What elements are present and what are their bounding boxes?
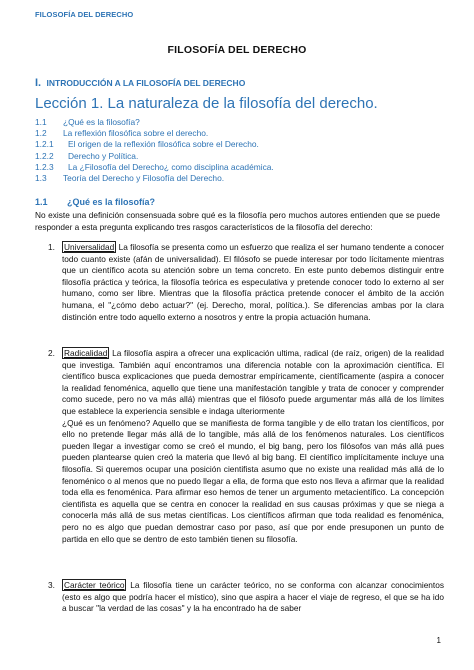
toc-entry-number: 1.2.3 [35,161,54,172]
list-item-body [62,348,444,545]
section-number: 1.1 [35,197,48,207]
section-heading [35,197,155,207]
paragraph-text: La filosofía se presenta como un esfuerzo que realiza el ser humano tendente a conocer todo cuanto existe (afán de universalidad). El filósofo se puede interesar por todo lícitamente mientras que un científico acota su atención sobre un tema concreto. En este punto debemos distinguir entre filosofía práctica y teórica, la filosofía teórica es especulativa y pretende conocer todo lo externo al ser humano, como ser libre. Mientras que la filosofía práctica pretende conocer el ámbito de la acción humana, el "¿cómo debo actuar?" (ej. Derecho, moral, política.). Se diferencias ambas por la clara distinción entre todo aquello externo a nosotros y entre la propia actuación humana. [62,242,444,322]
toc-entry-number: 1.1 [35,117,47,127]
list-item-paragraph [62,242,444,323]
toc-entry-text: Teoría del Derecho y Filosofía del Derecho. [63,173,225,184]
paragraph-text: ¿Qué es un fenómeno? Aquello que se manifiesta de forma tangible y de ello tratan los científicos, por ello no pretende llegar más allá de lo tangible, más allá de los fenómenos naturales. Los científicos pueden llegar a investigar como se creó el mundo, el big bang, pero los filósofos van más allá pues pueden plantearse quien creó la materia que llevó al big bang. El científico implícitamente incluye una filosofía. Si queremos ocupar una posición cientifista asumo que no existe una realidad más allá de lo fenoménico o al menos que no puedo llegar a ella, de forma que esto nos lleva a afirmar que la realidad toda ella es fenoménica. Para afirmar eso hemos de tener un argumento metacientífico. La concepción cientifista es aquella que se centra en conocer la realidad en sus causas próximas y que se niega a conocerla más allá de sus metas científicas. Los científicos afirman que toda realidad es fenoménica, pero no es algo que puedan demostrar caso por paso, así que por ende presuponen un punto de partida en ello que se dentro de esto también tienen su filosofía. [62,417,444,544]
list-item-body [62,242,444,323]
list-item-body [62,580,444,615]
term-radicalidad: Radicalidad [64,348,108,358]
table-of-contents [35,117,455,184]
toc-entry [35,151,455,162]
document-title: FILOSOFÍA DEL DERECHO [167,44,307,56]
list-item-number: 1. [48,242,55,252]
toc-entry [35,139,455,150]
section-title: ¿Qué es la filosofía? [67,197,156,207]
page-number: 1 [436,636,441,645]
paragraph-text: La filosofía tiene un carácter teórico, no se conforma con alcanzar conocimientos (esto es algo que podría hacer el místico), sino que aspira a hacer el viaje de regreso, el que se ha ido a buscar "la verdad de las cosas" y la ha encontrado ha de saber [62,580,444,614]
intro-paragraph: No existe una definición consensuada sobre qué es la filosofía pero muchos autores entienden que se puede responder a esta pregunta explicando tres rasgos característicos de la filosofía del derecho: [35,210,440,232]
list-item-paragraph [62,580,444,615]
toc-entry-text: La ¿Filosofía del Derecho¿ como disciplina académica. [68,161,274,172]
toc-entry [35,128,455,139]
toc-entry-number: 1.3 [35,173,47,184]
toc-entry [35,162,455,173]
term-universalidad: Universalidad [64,242,115,252]
toc-entry [35,117,455,128]
toc-entry-number: 1.2.2 [35,150,54,161]
toc-entry-number: 1.2 [35,128,47,139]
toc-entry-text: La reflexión filosófica sobre el derecho. [63,128,209,139]
paragraph-text: La filosofía aspira a ofrecer una explicación ultima, radical (de raíz, origen) de la realidad que investiga. También aquí encontramos una diferencia notable con la aproximación científica. El científico busca explicaciones que pueda demostrar empíricamente, científicamente (aspira a conocer la realidad fenoménica, aquello que tiene una manifestación tangible y trata de conocer y comprender como sucede, pero no va más allá) mientras que el filósofo puede argumentar más allá de los límites que establece la experiencia sensible e indaga ulteriormente [62,348,444,416]
toc-entry-number: 1.2.1 [35,139,54,150]
list-item-paragraph [62,418,444,546]
toc-entry-text: Derecho y Política. [68,150,139,161]
part-title: INTRODUCCIÓN A LA FILOSOFÍA DEL DERECHO [46,78,246,88]
part-number: I. [35,77,42,89]
toc-entry-text: El origen de la reflexión filosófica sobre el Derecho. [68,139,259,150]
list-item-paragraph [62,348,444,418]
list-item-number: 2. [48,348,55,358]
running-header: FILOSOFÍA DEL DERECHO [35,10,134,19]
part-heading [35,77,245,89]
list-item-number: 3. [48,580,55,590]
toc-entry-text: ¿Qué es la filosofía? [63,117,140,127]
term-caracter-teorico: Carácter teórico [64,580,125,590]
toc-entry [35,173,455,184]
lesson-title: Lección 1. La naturaleza de la filosofía del derecho. [35,95,378,112]
